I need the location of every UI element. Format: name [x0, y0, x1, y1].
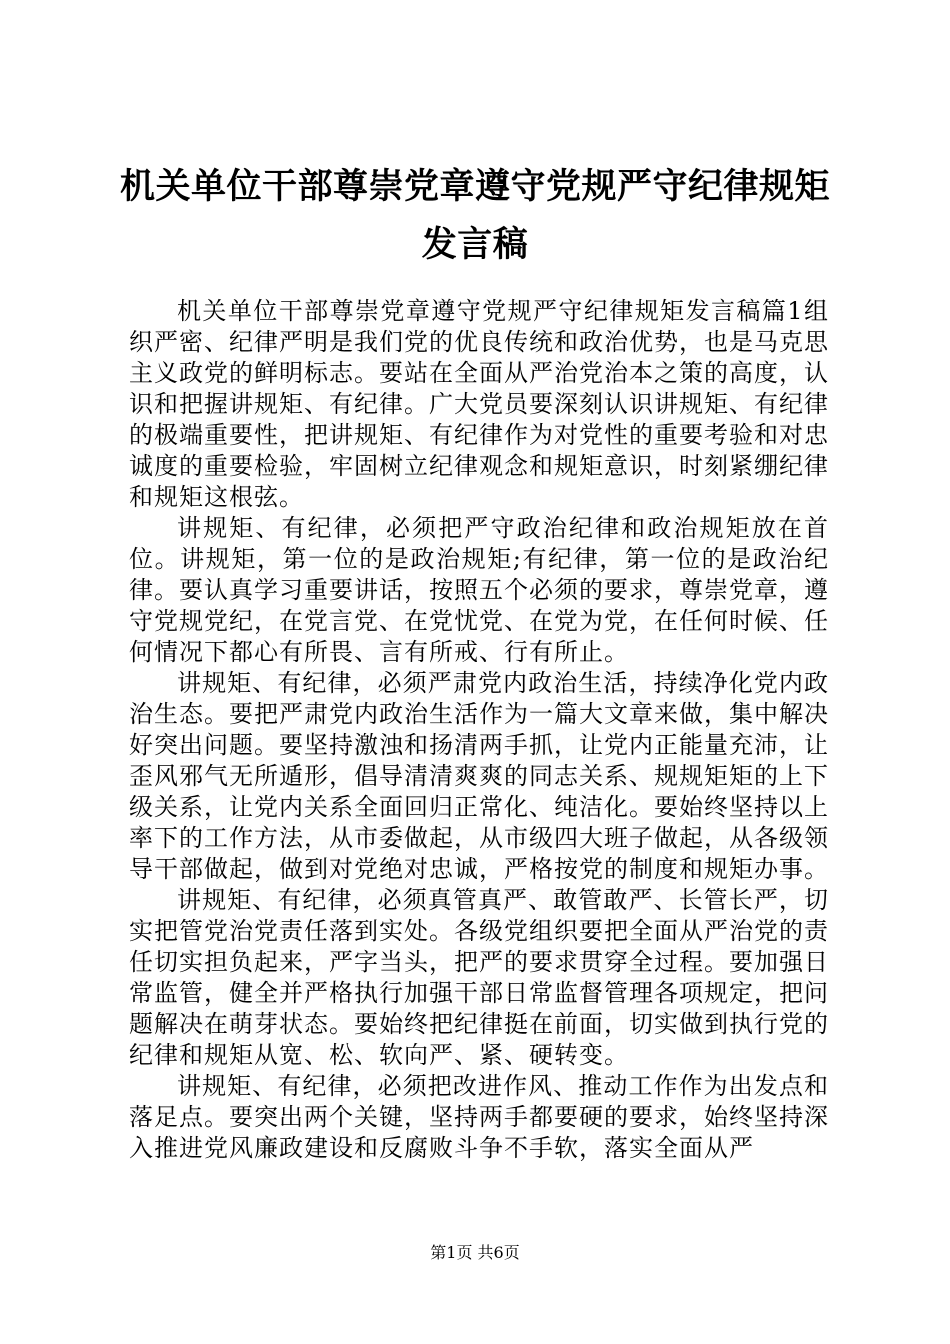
paragraph: 讲规矩、有纪律，必须严肃党内政治生活，持续净化党内政治生态。要把严肃党内政治生活作为一篇大文章来做，集中解决好突出问题。要坚持激浊和扬清两手抓，让党内正能量充沛，让歪风邪气无所遁形，倡导清清爽爽的同志关系、规规矩矩的上下级关系，让党内关系全面回归正常化、纯洁化。要始终坚持以上率下的工作方法，从市委做起，从市级四大班子做起，从各级领导干部做起，做到对党绝对忠诚，严格按党的制度和规矩办事。	[129, 669, 829, 883]
paragraph: 机关单位干部尊崇党章遵守党规严守纪律规矩发言稿篇1组织严密、纪律严明是我们党的优良传统和政治优势，也是马克思主义政党的鲜明标志。要站在全面从严治党治本之策的高度，认识和把握讲规矩、有纪律。广大党员要深刻认识讲规矩、有纪律的极端重要性，把讲规矩、有纪律作为对党性的重要考验和对忠诚度的重要检验，牢固树立纪律观念和规矩意识，时刻紧绷纪律和规矩这根弦。	[129, 297, 829, 511]
paragraph: 讲规矩、有纪律，必须真管真严、敢管敢严、长管长严，切实把管党治党责任落到实处。各级党组织要把全面从严治党的责任切实担负起来，严字当头，把严的要求贯穿全过程。要加强日常监管，健全并严格执行加强干部日常监督管理各项规定，把问题解决在萌芽状态。要始终把纪律挺在前面，切实做到执行党的纪律和规矩从宽、松、软向严、紧、硬转变。	[129, 886, 829, 1069]
page-number-footer: 第1页 共6页	[430, 1243, 520, 1262]
paragraph: 讲规矩、有纪律，必须把改进作风、推动工作作为出发点和落足点。要突出两个关键，坚持两手都要硬的要求，始终坚持深入推进党风廉政建设和反腐败斗争不手软，落实全面从严	[129, 1072, 829, 1162]
document-body	[129, 296, 829, 1164]
paragraph: 讲规矩、有纪律，必须把严守政治纪律和政治规矩放在首位。讲规矩，第一位的是政治规矩;有纪律，第一位的是政治纪律。要认真学习重要讲话，按照五个必须的要求，尊崇党章，遵守党规党纪，在党言党、在党忧党、在党为党，在任何时候、任何情况下都心有所畏、言有所戒、行有所止。	[129, 514, 829, 666]
document-title: 机关单位干部尊崇党章遵守党规严守纪律规矩发言稿	[119, 167, 830, 265]
